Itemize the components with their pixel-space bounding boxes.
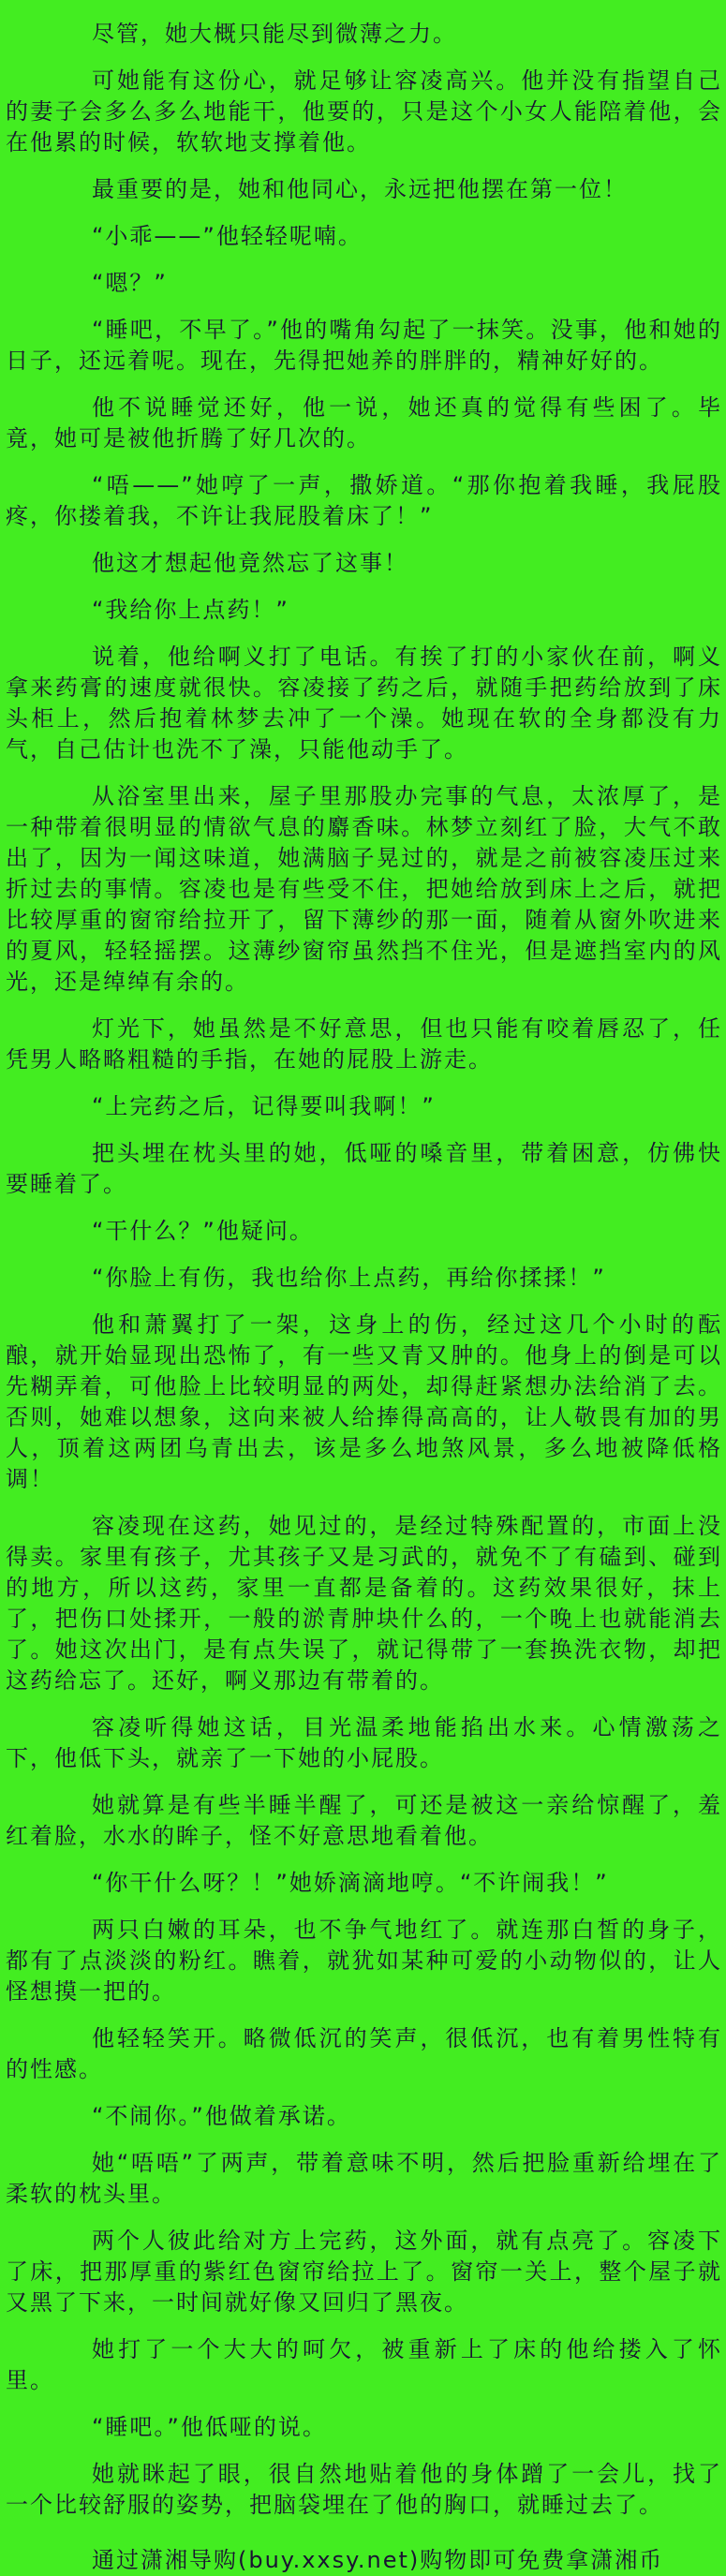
paragraph: 可她能有这份心，就足够让容凌高兴。他并没有指望自己的妻子会多么多么地能干，他要的，只是这个小女人能陪着他，会在他累的时候，软软地支撑着他。	[6, 67, 722, 155]
paragraph: 她“唔唔”了两声，带着意味不明，然后把脸重新给埋在了柔软的枕头里。	[6, 2150, 722, 2207]
paragraph: “睡吧，不早了。”他的嘴角勾起了一抹笑。没事，他和她的日子，还远着呢。现在，先得把她养的胖胖的，精神好好的。	[6, 317, 722, 374]
paragraph: “你干什么呀？！”她娇滴滴地哼。“不许闹我！”	[92, 1870, 609, 1896]
paragraph: “干什么？”他疑问。	[92, 1218, 314, 1244]
paragraph: 从浴室里出来，屋子里那股办完事的气息，太浓厚了，是一种带着很明显的情欲气息的麝香味。林梦立刻红了脸，大气不敢出了，因为一闻这味道，她满脑子晃过的，就是之前被容凌压过来折过去的事情。容凌也是有些受不住，把她给放到床上之后，就把比较厚重的窗帘给拉开了，留下薄纱的那一面，随着从窗外吹进来的夏风，轻轻摇摆。这薄纱窗帘虽然挡不住光，但是遮挡室内的风光，还是绰绰有余的。	[6, 783, 722, 995]
paragraph: “我给你上点药！”	[92, 597, 289, 623]
paragraph: “嗯？”	[92, 270, 168, 296]
paragraph: 她打了一个大大的呵欠，被重新上了床的他给搂入了怀里。	[6, 2336, 722, 2393]
paragraph: 说着，他给啊义打了电话。有挨了打的小家伙在前，啊义拿来药膏的速度就很快。容凌接了药之后，就随手把药给放到了床头柜上，然后抱着林梦去冲了一个澡。她现在软的全身都没有力气，自己估计也洗不了澡，只能他动手了。	[6, 644, 722, 762]
paragraph: 灯光下，她虽然是不好意思，但也只能有咬着唇忍了，任凭男人略略粗糙的手指，在她的屁股上游走。	[6, 1015, 722, 1073]
paragraph: 他轻轻笑开。略微低沉的笑声，很低沉，也有着男性特有的性感。	[6, 2025, 722, 2082]
paragraph: 他和萧翼打了一架，这身上的伤，经过这几个小时的酝酿，就开始显现出恐怖了，有一些又青又肿的。他身上的倒是可以先糊弄着，可他脸上比较明显的两处，却得赶紧想办法给消了去。否则，她难以想象，这向来被人给捧得高高的，让人敬畏有加的男人，顶着这两团乌青出去，该是多么地煞风景，多么地被降低格调！	[6, 1311, 722, 1492]
paragraph: 容凌听得她这话，目光温柔地能掐出水来。心情激荡之下，他低下头，就亲了一下她的小屁股。	[6, 1714, 722, 1771]
paragraph: 她就算是有些半睡半醒了，可还是被这一亲给惊醒了，羞红着脸，水水的眸子，怪不好意思地看着他。	[6, 1792, 722, 1849]
promo-footer-text: 通过潇湘导购(buy.xxsy.net)购物即可免费拿潇湘币	[92, 2547, 664, 2573]
paragraph: 两个人彼此给对方上完药，这外面，就有点亮了。容凌下了床，把那厚重的紫红色窗帘给拉上了。窗帘一关上，整个屋子就又黑了下来，一时间就好像又回归了黑夜。	[6, 2228, 722, 2316]
paragraph: “睡吧。”他低哑的说。	[92, 2414, 327, 2440]
paragraph: 他这才想起他竟然忘了这事！	[92, 550, 408, 576]
paragraph: 尽管，她大概只能尽到微薄之力。	[92, 21, 457, 47]
paragraph: “唔——”她哼了一声，撒娇道。“那你抱着我睡，我屁股疼，你搂着我，不许让我屁股着床了！”	[6, 472, 722, 529]
paragraph: 容凌现在这药，她见过的，是经过特殊配置的，市面上没得卖。家里有孩子，尤其孩子又是习武的，就免不了有磕到、碰到的地方，所以这药，家里一直都是备着的。这药效果很好，抹上了，把伤口处揉开，一般的淤青肿块什么的，一个晚上也就能消去了。她这次出门，是有点失误了，就记得带了一套换洗衣物，却把这药给忘了。还好，啊义那边有带着的。	[6, 1513, 722, 1694]
chapter-body	[6, 19, 722, 2521]
paragraph: 把头埋在枕头里的她，低哑的嗓音里，带着困意，仿佛快要睡着了。	[6, 1140, 722, 1197]
paragraph: “不闹你。”他做着承诺。	[92, 2103, 351, 2129]
paragraph: “小乖——”他轻轻呢喃。	[92, 223, 363, 249]
paragraph: 他不说睡觉还好，他一说，她还真的觉得有些困了。毕竟，她可是被他折腾了好几次的。	[6, 394, 722, 452]
paragraph: 她就眯起了眼，很自然地贴着他的身体蹭了一会儿，找了一个比较舒服的姿势，把脑袋埋在了他的胸口，就睡过去了。	[6, 2461, 722, 2518]
paragraph: 两只白嫩的耳朵，也不争气地红了。就连那白皙的身子，都有了点淡淡的粉红。瞧着，就犹如某种可爱的小动物似的，让人怪想摸一把的。	[6, 1917, 722, 2005]
paragraph: 最重要的是，她和他同心，永远把他摆在第一位！	[92, 176, 628, 202]
paragraph: “上完药之后，记得要叫我啊！”	[92, 1093, 436, 1119]
paragraph: “你脸上有伤，我也给你上点药，再给你揉揉！”	[92, 1265, 606, 1291]
